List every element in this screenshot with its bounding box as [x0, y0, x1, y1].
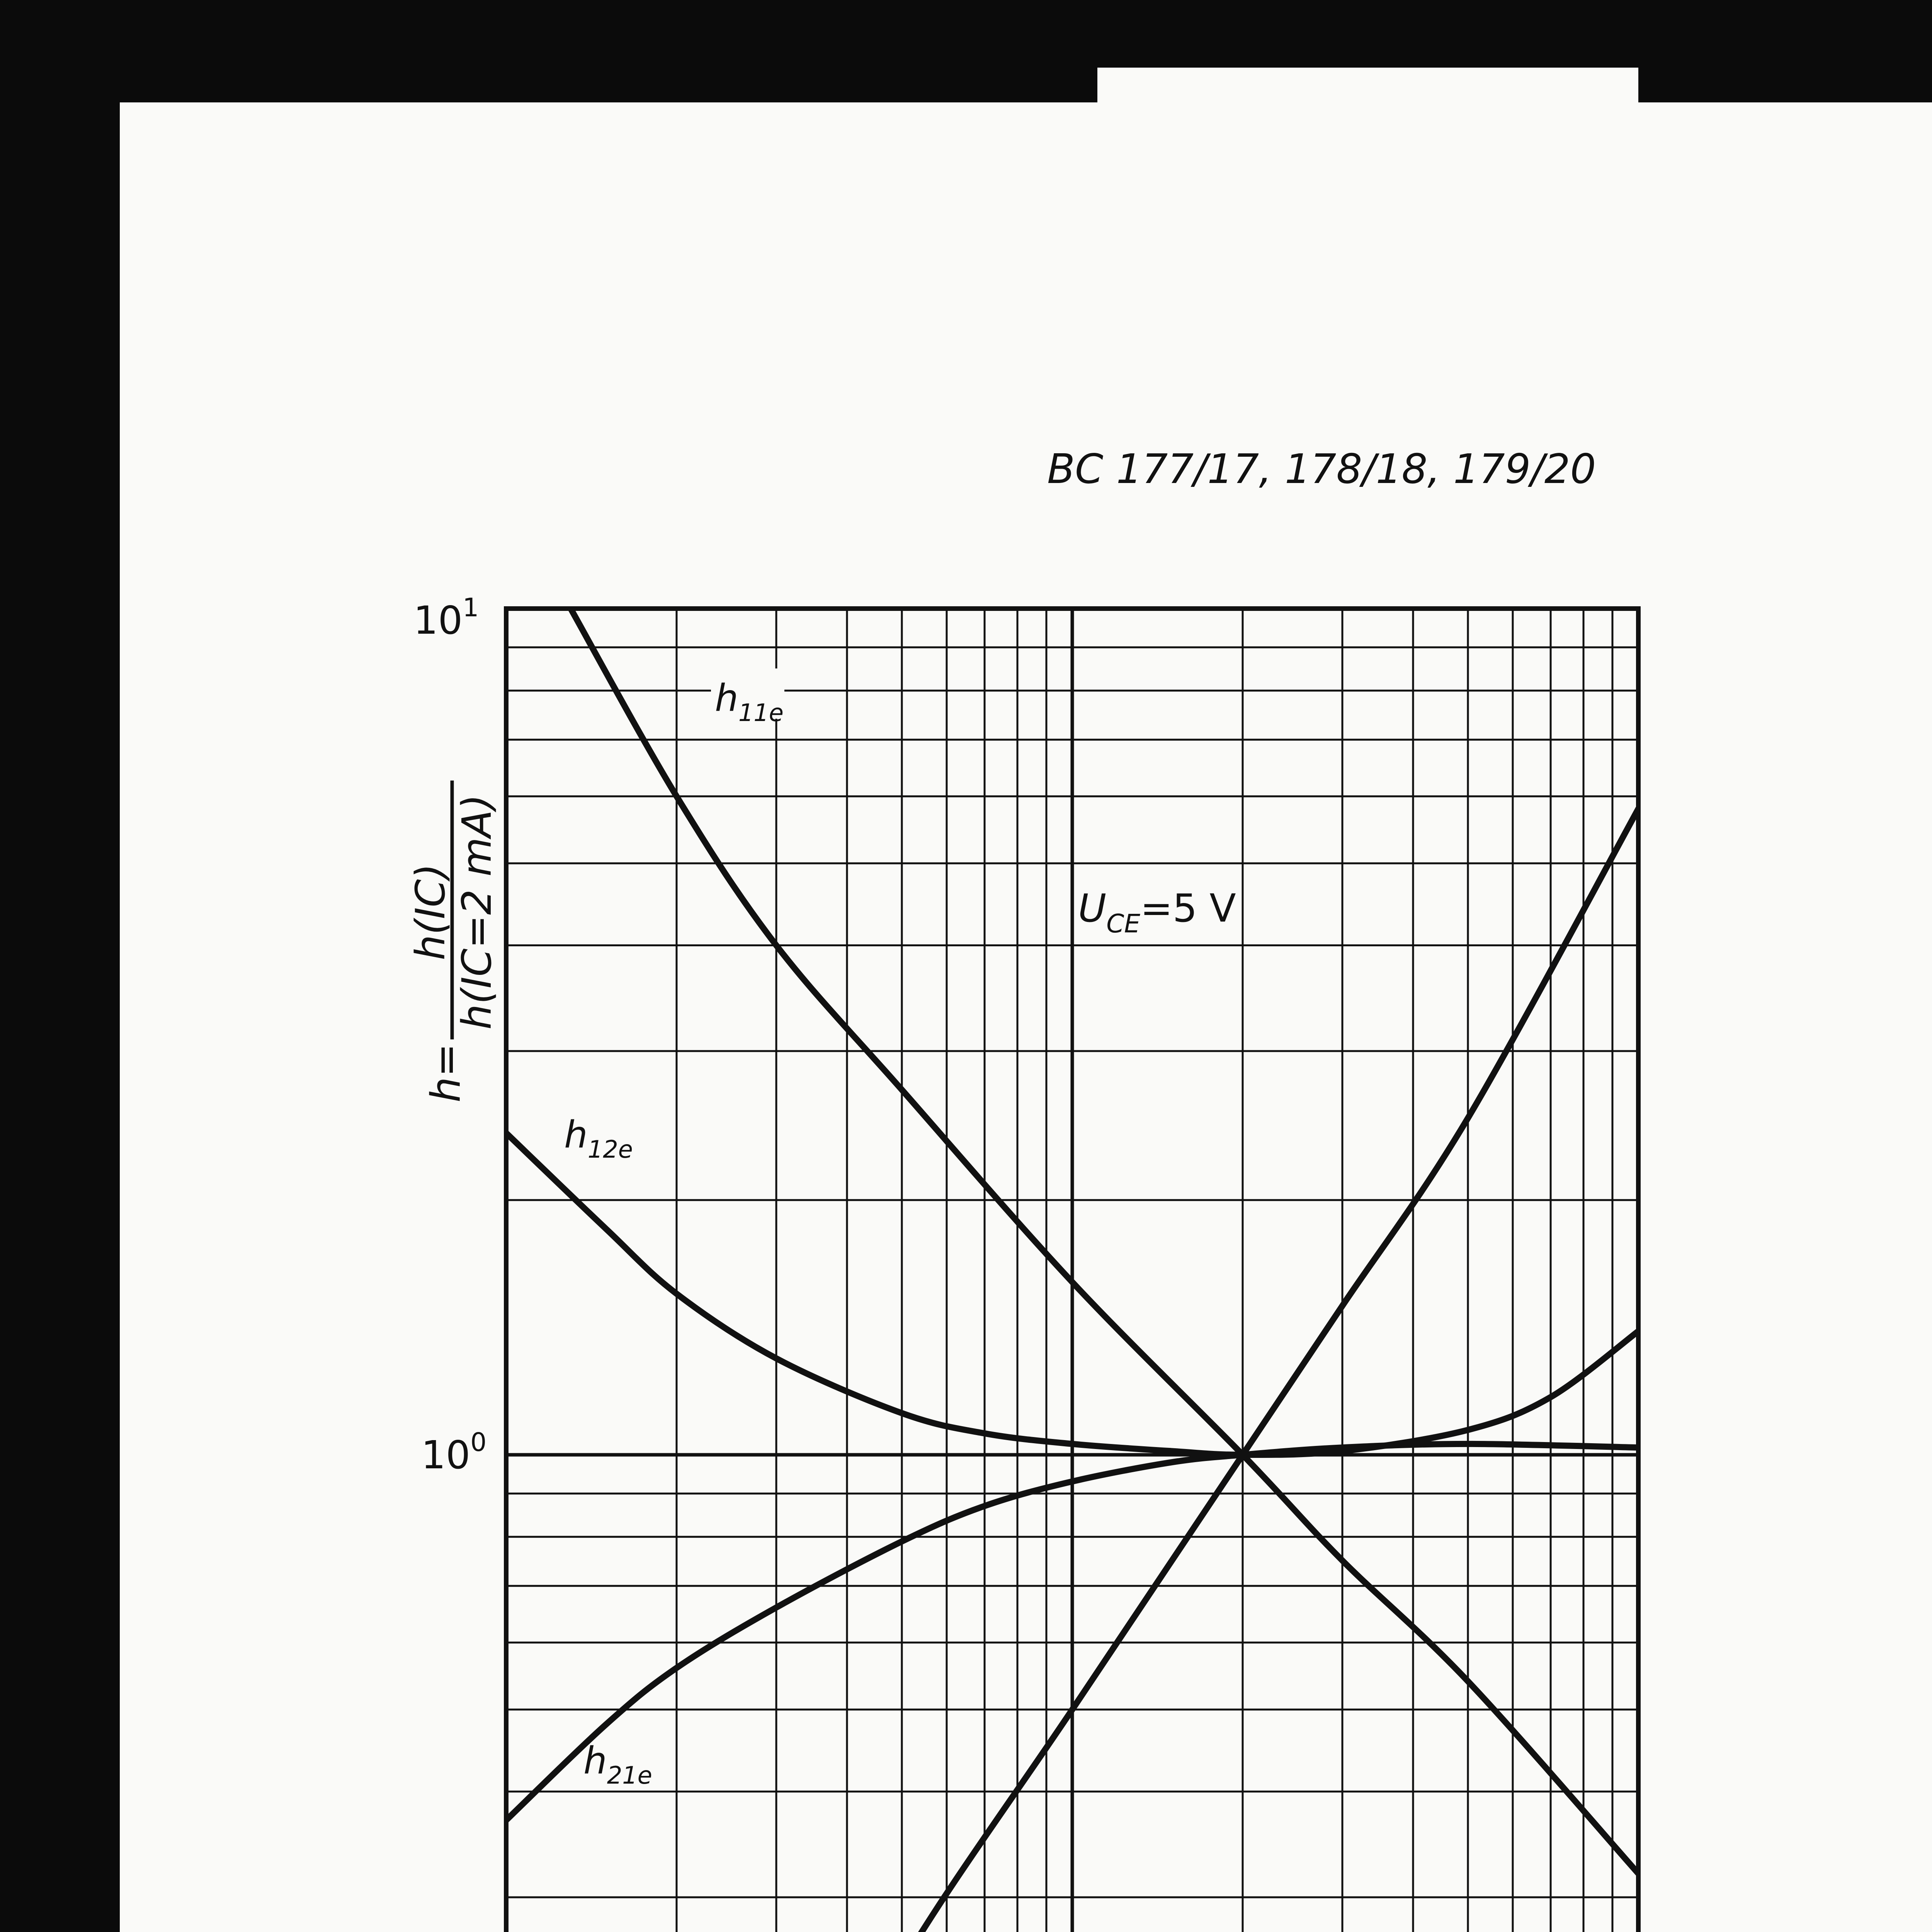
y-label-numerator: h(IC) [407, 863, 454, 961]
curve-label-h12e: $h_{12e}$ [564, 1113, 633, 1163]
y-label-lhs: h= [422, 1043, 469, 1103]
y-label-denominator: h(IC=2 mA) [453, 794, 500, 1030]
curve-label-h21e: $h_{21e}$ [583, 1739, 652, 1789]
y-tick-label: $10^0$ [421, 1427, 487, 1478]
paper-sheet [120, 68, 1932, 1932]
curve-label-h11e: $h_{11e}$ [715, 677, 784, 727]
y-tick-label: $10^1$ [413, 593, 479, 643]
plot-area [506, 609, 1638, 1932]
annotation-uce: $U_{CE}=5$ V [1078, 886, 1236, 939]
chart-title: BC 177/17, 178/18, 179/20 [1047, 446, 1596, 493]
